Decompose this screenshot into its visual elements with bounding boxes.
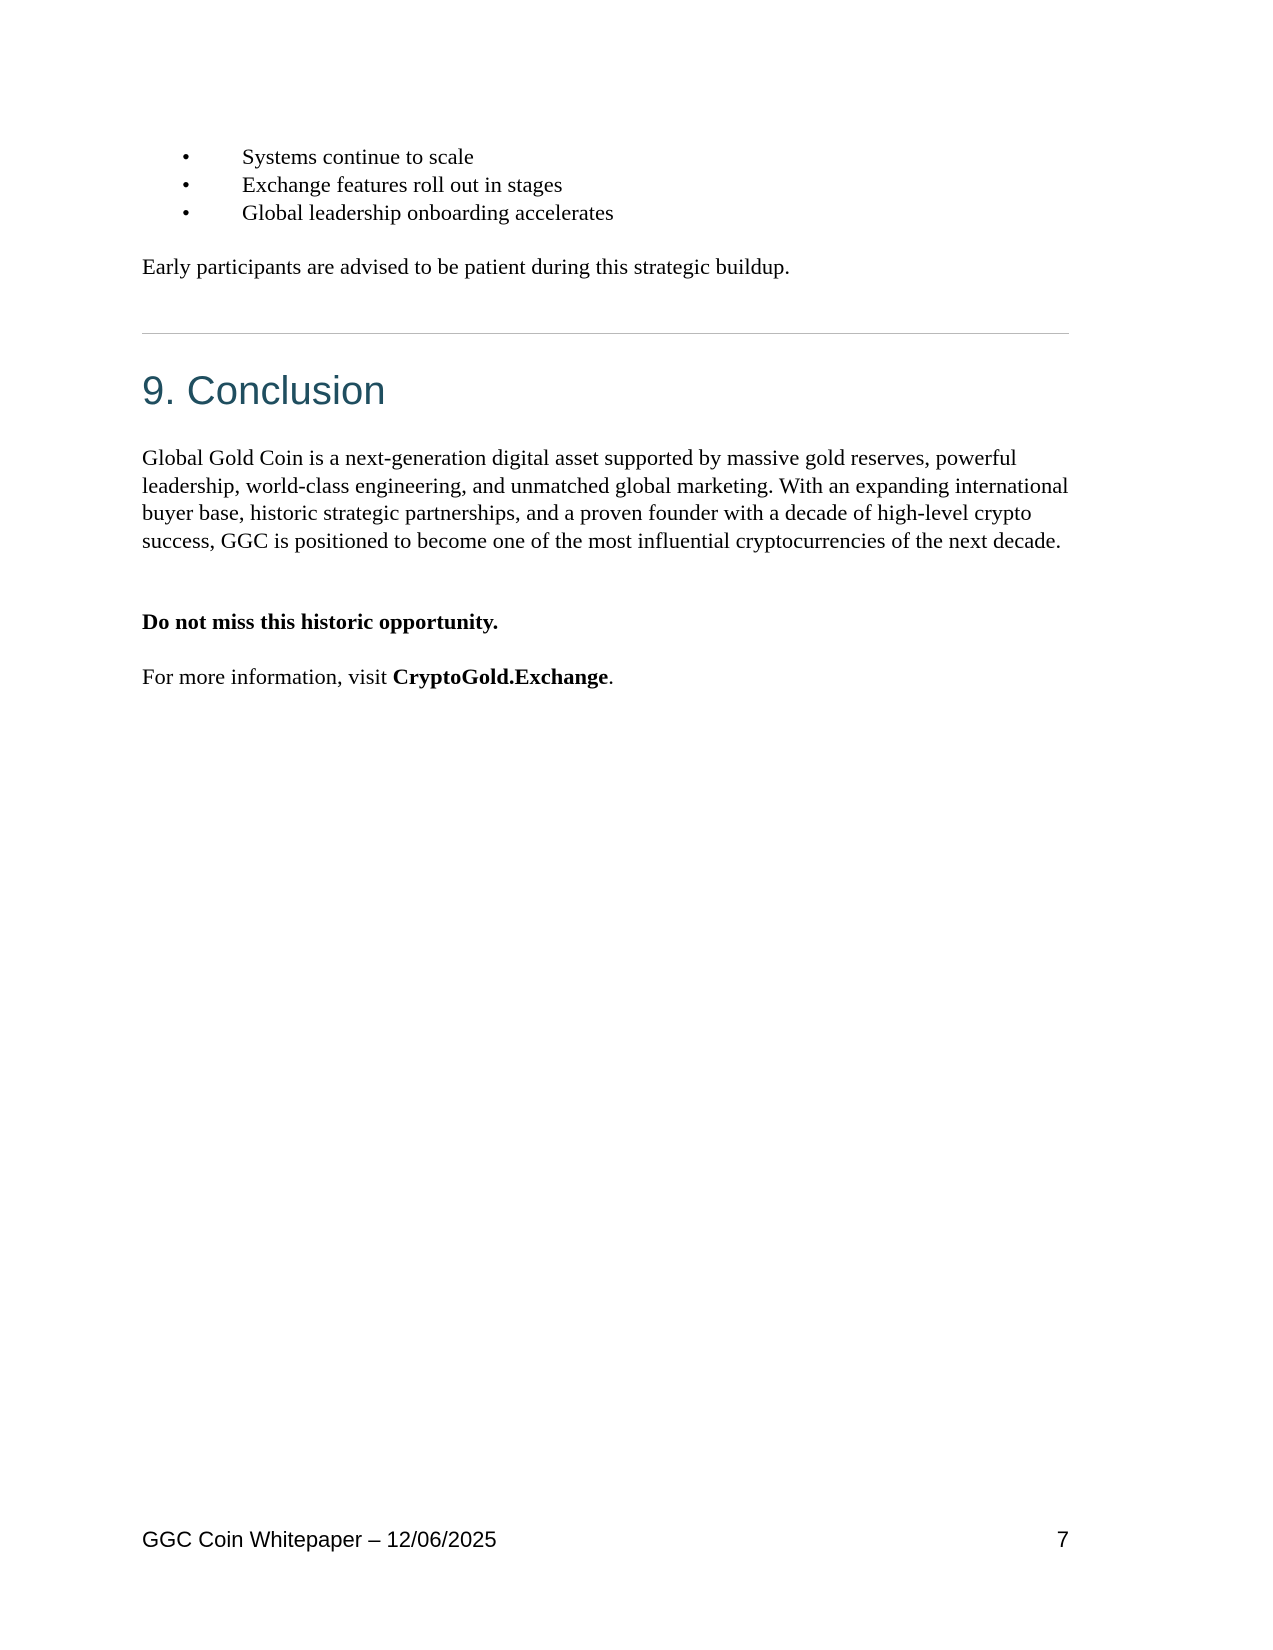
visit-suffix-text: . — [608, 664, 614, 689]
bullet-marker-icon: • — [182, 200, 190, 225]
list-item-label: Systems continue to scale — [242, 144, 474, 169]
call-to-action-text: Do not miss this historic opportunity. — [142, 609, 499, 634]
section-divider — [142, 333, 1069, 334]
visit-paragraph — [142, 663, 1042, 691]
list-item — [172, 171, 1052, 198]
visit-prefix-text: For more information, visit — [142, 664, 393, 689]
page-number: 7 — [1056, 1527, 1069, 1552]
list-item — [172, 143, 1052, 170]
footer-title: GGC Coin Whitepaper – 12/06/2025 — [142, 1527, 497, 1552]
bullet-marker-icon: • — [182, 144, 190, 169]
list-item — [172, 199, 1052, 226]
intro-paragraph: Early participants are advised to be patient during this strategic buildup. — [142, 254, 790, 279]
list-item-label: Global leadership onboarding accelerates — [242, 200, 614, 225]
list-item-label: Exchange features roll out in stages — [242, 172, 563, 197]
bullet-list — [172, 143, 1052, 227]
page-title: 9. Conclusion — [142, 369, 386, 413]
conclusion-body-paragraph: Global Gold Coin is a next-generation digital asset supported by massive gold reserves, powerful leadership, world-class engineering, and unmatched global marketing. With an expanding international buyer base, historic strategic partnerships, and a proven founder with a decade of high-level crypto success, GGC is positioned to become one of the most influential cryptocurrencies of the next decade. — [142, 445, 1069, 553]
cryptogold-exchange-link[interactable]: CryptoGold.Exchange — [392, 664, 609, 689]
page-footer — [142, 1525, 1069, 1555]
bullet-marker-icon: • — [182, 172, 190, 197]
